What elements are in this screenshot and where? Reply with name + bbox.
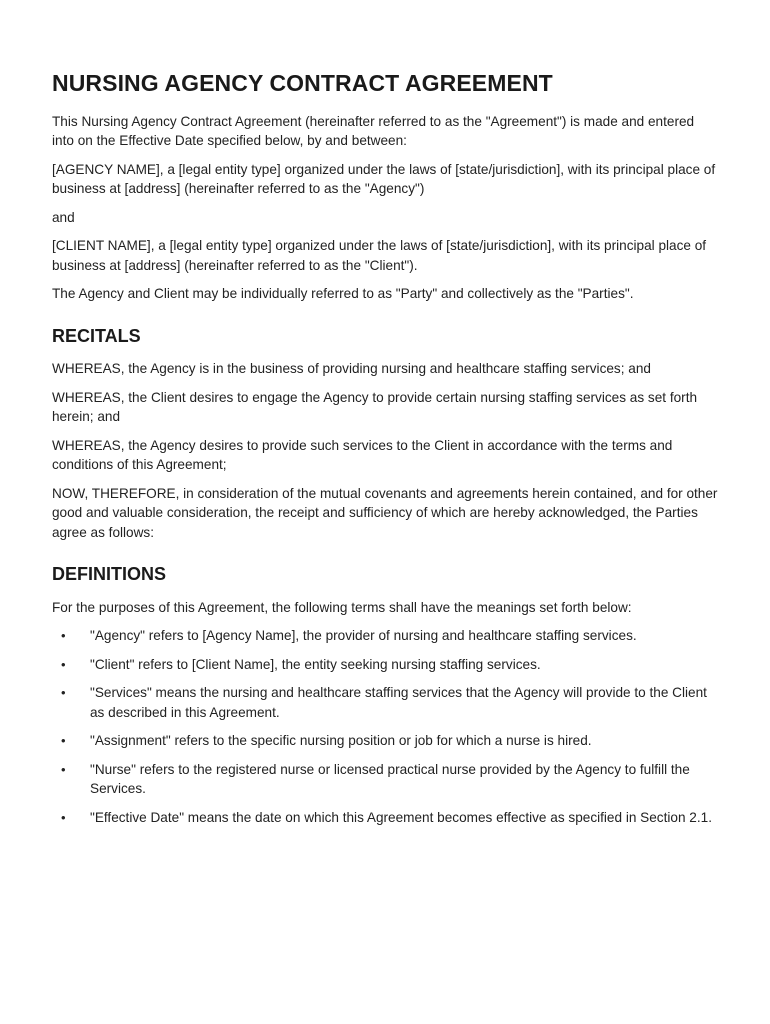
intro-paragraph: This Nursing Agency Contract Agreement (hereinafter referred to as the "Agreement") is made and entered into on the Effective Date specified below, by and between: — [52, 113, 695, 149]
bullet-icon: • — [61, 628, 66, 644]
recital-paragraph: WHEREAS, the Agency is in the business of providing nursing and healthcare staffing services; and — [52, 361, 651, 377]
definitions-intro: For the purposes of this Agreement, the following terms shall have the meanings set forth below: — [52, 599, 632, 615]
recital-paragraph: WHEREAS, the Client desires to engage the Agency to provide certain nursing staffing services as set forth herein; and — [52, 389, 698, 425]
definitions-list — [52, 626, 718, 827]
definition-item — [52, 760, 718, 799]
and-paragraph: and — [52, 209, 75, 225]
definition-text: "Nurse" refers to the registered nurse or licensed practical nurse provided by the Agency to fulfill the Services. — [90, 761, 690, 797]
parties-paragraph: The Agency and Client may be individually referred to as "Party" and collectively as the "Parties". — [52, 286, 634, 302]
definition-item — [52, 808, 718, 828]
bullet-icon: • — [61, 733, 66, 749]
definition-item — [52, 626, 718, 646]
document-title: NURSING AGENCY CONTRACT AGREEMENT — [52, 70, 553, 96]
now-therefore-paragraph: NOW, THEREFORE, in consideration of the mutual covenants and agreements herein contained, and for other good and valuable consideration, the receipt and sufficiency of which are hereby acknowledged, the Parties agree as follows: — [52, 485, 718, 540]
bullet-icon: • — [61, 761, 66, 777]
definition-text: "Agency" refers to [Agency Name], the provider of nursing and healthcare staffing services. — [90, 628, 637, 644]
definition-text: "Effective Date" means the date on which this Agreement becomes effective as specified in Section 2.1. — [90, 809, 712, 825]
definitions-heading: DEFINITIONS — [52, 564, 167, 585]
definition-text: "Services" means the nursing and healthcare staffing services that the Agency will provide to the Client as described in this Agreement. — [90, 685, 707, 720]
definition-text: "Client" refers to [Client Name], the entity seeking nursing staffing services. — [90, 656, 541, 672]
definition-item — [52, 655, 718, 675]
definition-item — [52, 731, 718, 751]
recitals-heading: RECITALS — [52, 325, 141, 346]
recital-paragraph: WHEREAS, the Agency desires to provide such services to the Client in accordance with the terms and conditions of this Agreement; — [52, 437, 673, 473]
client-party-paragraph: [CLIENT NAME], a [legal entity type] organized under the laws of [state/jurisdiction], with its principal place of business at [address] (hereinafter referred to as the "Client"). — [52, 238, 707, 273]
definition-item — [52, 683, 718, 722]
bullet-icon: • — [61, 809, 66, 825]
bullet-icon: • — [61, 656, 66, 672]
definition-text: "Assignment" refers to the specific nursing position or job for which a nurse is hired. — [90, 733, 592, 749]
bullet-icon: • — [61, 685, 66, 701]
agency-party-paragraph: [AGENCY NAME], a [legal entity type] organized under the laws of [state/jurisdiction], with its principal place of business at [address] (hereinafter referred to as the "Agency") — [52, 161, 716, 197]
